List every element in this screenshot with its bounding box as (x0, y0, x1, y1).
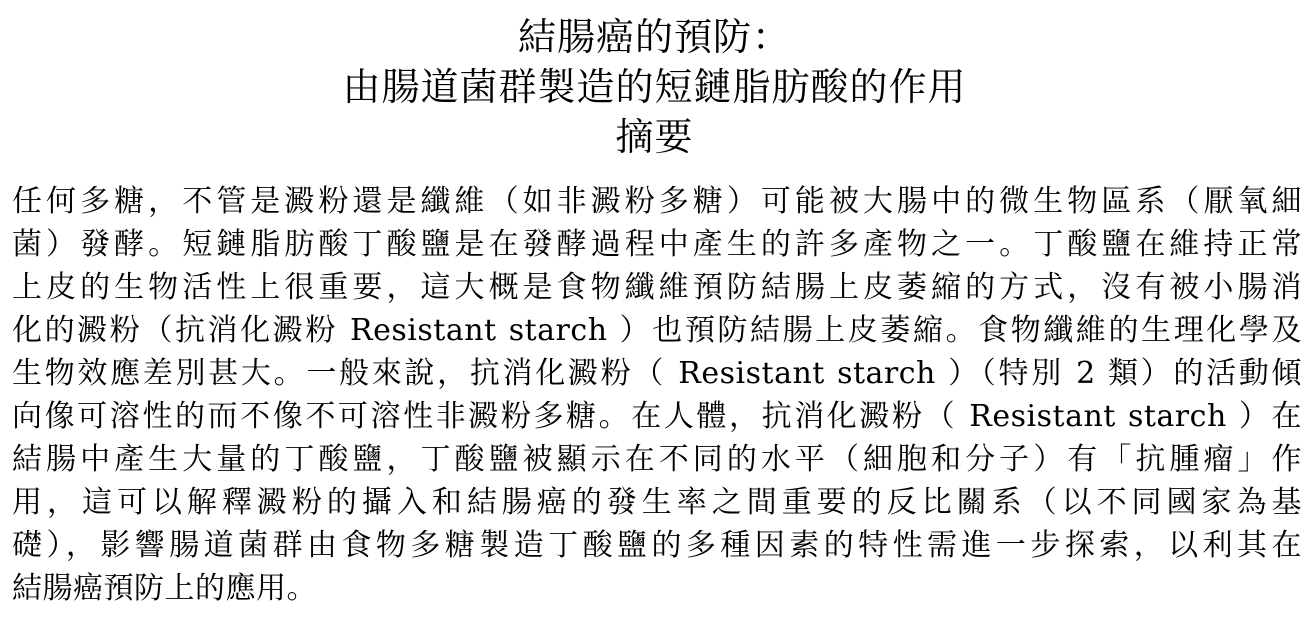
abstract-body (12, 180, 1302, 610)
title-line-1: 結腸癌的預防： (517, 15, 791, 59)
abstract-line-10: 結腸癌預防上的應用。 (12, 571, 317, 606)
title-line-2: 由腸道菌群製造的短鏈脂肪酸的作用 (342, 65, 967, 109)
title-line-3: 摘要 (615, 115, 694, 159)
abstract-line-4: 化的澱粉（抗消化澱粉 Resistant starch ）也預防結腸上皮萎縮。食物纖維的生理化學及 (12, 313, 1302, 348)
abstract-line-6: 向像可溶性的而不像不可溶性非澱粉多糖。在人體，抗消化澱粉（ Resistant starch ）在 (12, 399, 1302, 434)
abstract-line-7: 結腸中產生大量的丁酸鹽，丁酸鹽被顯示在不同的水平（細胞和分子）有「抗腫瘤」作 (12, 442, 1302, 477)
abstract-line-2: 菌）發酵。短鏈脂肪酸丁酸鹽是在發酵過程中產生的許多產物之一。丁酸鹽在維持正常 (12, 227, 1302, 262)
title-block (0, 12, 1309, 162)
abstract-line-1: 任何多糖，不管是澱粉還是纖維（如非澱粉多糖）可能被大腸中的微生物區系（厭氧細 (12, 184, 1302, 219)
abstract-line-5: 生物效應差別甚大。一般來說，抗消化澱粉（ Resistant starch ）（特別 2 類）的活動傾 (12, 356, 1302, 391)
abstract-line-3: 上皮的生物活性上很重要，這大概是食物纖維預防結腸上皮萎縮的方式，沒有被小腸消 (12, 270, 1302, 305)
abstract-line-8: 用，這可以解釋澱粉的攝入和結腸癌的發生率之間重要的反比關系（以不同國家為基 (12, 485, 1302, 520)
abstract-line-9: 礎），影響腸道菌群由食物多糖製造丁酸鹽的多種因素的特性需進一步探索，以利其在 (12, 528, 1302, 563)
